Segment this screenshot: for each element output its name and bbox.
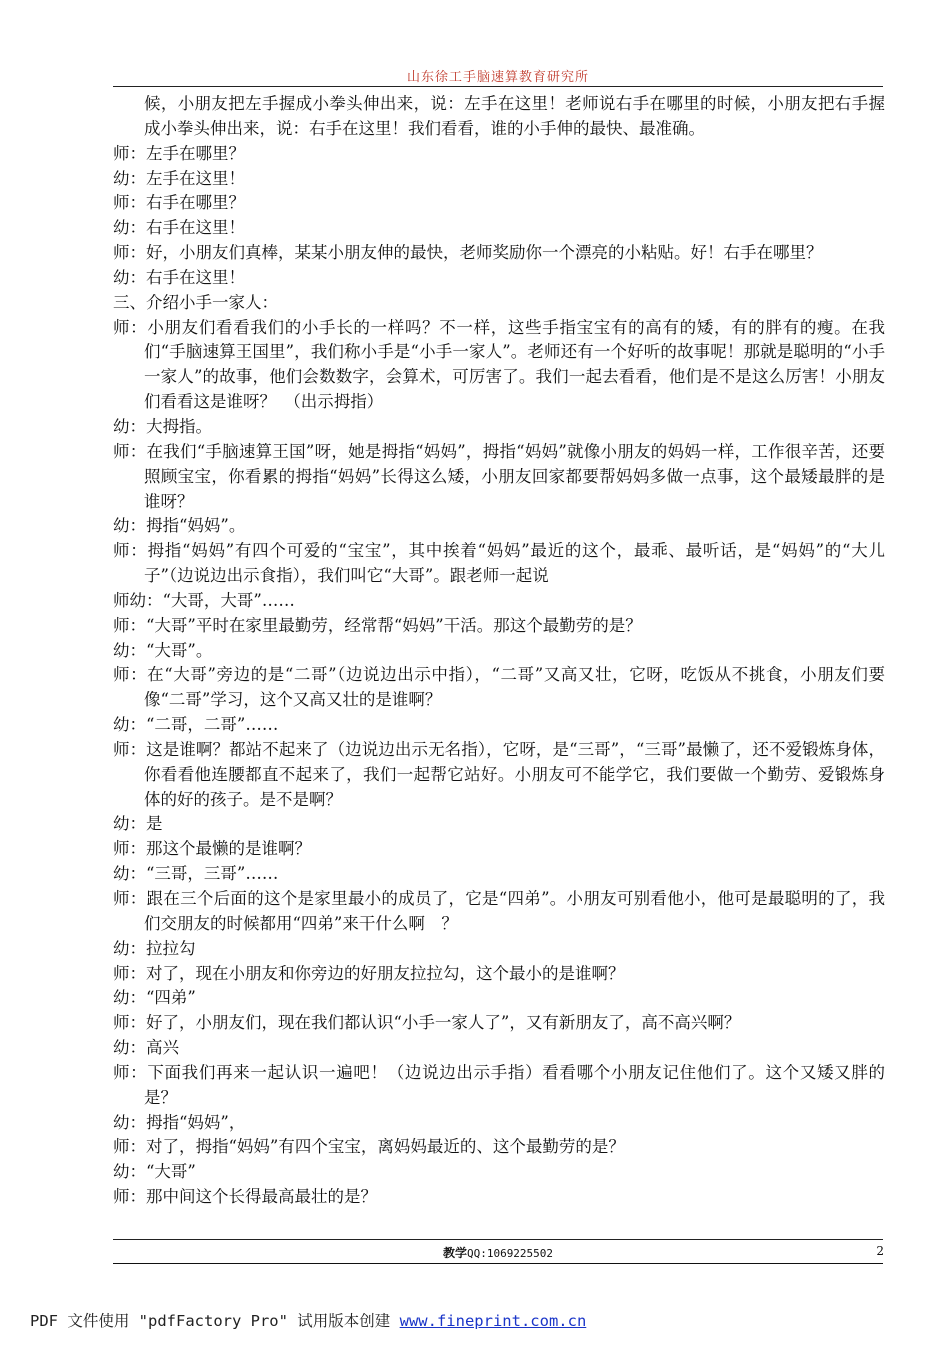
dialogue-line: 师幼：“大哥，大哥”…… (113, 590, 295, 610)
dialogue-line: 幼：右手在这里！ (113, 267, 245, 287)
dialogue-line: 幼：拇指“妈妈”。 (113, 516, 246, 536)
dialogue-line: 幼：“大哥” (113, 1162, 196, 1182)
dialogue-line: 师：那中间这个长得最高最壮的是？ (113, 1187, 377, 1207)
dialogue-line: 师：拇指“妈妈”有四个可爱的“宝宝”，其中挨着“妈妈”最近的这个，最乖、最听话，是“妈妈”的“大儿子”（边说边出示食指），我们叫它“大哥”。跟老师一起说 (113, 541, 885, 586)
dialogue-line: 幼：大拇指。 (113, 416, 212, 436)
dialogue-line: 师：这是谁啊？都站不起来了（边说边出示无名指），它呀，是“三哥”，“三哥”最懒了，还不爱锻炼身体，你看看他连腰都直不起来了，我们一起帮它站好。小朋友可不能学它，我们要做一个勤劳、爱锻炼身体的好的孩子。是不是啊？ (113, 739, 885, 809)
dialogue-line: 师：对了，拇指“妈妈”有四个宝宝，离妈妈最近的、这个最勤劳的是？ (113, 1137, 625, 1157)
dialogue-line: 幼：拉拉勾 (113, 938, 196, 958)
footer-qq-number: QQ:1069225502 (466, 1247, 554, 1260)
document-body (113, 92, 885, 1210)
dialogue-line: 幼：“三哥，三哥”…… (113, 864, 279, 884)
page-number: 2 (876, 1244, 884, 1258)
dialogue-line: 师：对了，现在小朋友和你旁边的好朋友拉拉勾，这个最小的是谁啊？ (113, 963, 625, 983)
dialogue-line: 幼：“四弟” (113, 988, 196, 1008)
footer-rule-bottom (113, 1263, 883, 1264)
dialogue-line: 师：下面我们再来一起认识一遍吧！（边说边出示手指）看看哪个小朋友记住他们了。这个又矮又胖的是？ (113, 1062, 885, 1107)
header-rule (113, 86, 883, 87)
pdf-note-text: PDF 文件使用 "pdfFactory Pro" 试用版本创建 (30, 1312, 400, 1330)
dialogue-line: 师：右手在哪里？ (113, 193, 245, 213)
continued-paragraph: 候，小朋友把左手握成小拳头伸出来，说：左手在这里！老师说右手在哪里的时候，小朋友把右手握成小拳头伸出来，说：右手在这里！我们看看，谁的小手伸的最快、最准确。 (144, 94, 885, 138)
header-title: 山东徐工手脑速算教育研究所 (406, 70, 589, 85)
dialogue-line: 师：在我们“手脑速算王国”呀，她是拇指“妈妈”，拇指“妈妈”就像小朋友的妈妈一样，工作很辛苦，还要照顾宝宝，你看累的拇指“妈妈”长得这么矮，小朋友回家都要帮妈妈多做一点事，这个最矮最胖的是谁呀？ (113, 441, 885, 511)
dialogue-line: 师：在“大哥”旁边的是“二哥”（边说边出示中指），“二哥”又高又壮，它呀，吃饭从不挑食，小朋友们要像“二哥”学习，这个又高又壮的是谁啊？ (113, 665, 885, 710)
fineprint-link[interactable]: www.fineprint.com.cn (399, 1312, 587, 1330)
footer-qq-label: 教学 (442, 1246, 467, 1260)
dialogue-line: 幼：左手在这里！ (113, 168, 245, 188)
dialogue-line: 师：那这个最懒的是谁啊？ (113, 839, 311, 859)
footer-rule (113, 1239, 883, 1240)
dialogue-line: 师：“大哥”平时在家里最勤劳，经常帮“妈妈”干活。那这个最勤劳的是？ (113, 615, 642, 635)
dialogue-line: 师：左手在哪里？ (113, 143, 245, 163)
footer-qq (113, 1244, 883, 1261)
dialogue-line: 师：好，小朋友们真棒，某某小朋友伸的最快，老师奖励你一个漂亮的小粘贴。好！右手在哪里？ (113, 243, 823, 263)
dialogue-line: 三、介绍小手一家人： (113, 292, 278, 312)
dialogue-line: 师：跟在三个后面的这个是家里最小的成员了，它是“四弟”。小朋友可别看他小，他可是最聪明的了，我们交朋友的时候都用“四弟”来干什么啊 ？ (113, 889, 885, 933)
dialogue-line: 幼：“大哥”。 (113, 640, 213, 660)
dialogue-line: 幼：拇指“妈妈”， (113, 1112, 246, 1132)
pdf-creator-note (30, 1309, 586, 1331)
dialogue-line: 幼：高兴 (113, 1038, 179, 1058)
dialogue-line: 师：小朋友们看看我们的小手长的一样吗？不一样，这些手指宝宝有的高有的矮，有的胖有的瘦。在我们“手脑速算王国里”，我们称小手是“小手一家人”。老师还有一个好听的故事呢！那就是聪明的“小手一家人”的故事，他们会数数字，会算术，可厉害了。我们一起去看看，他们是不是这么厉害！小朋友们看看这是谁呀？ （出示拇指） (113, 317, 885, 412)
dialogue-line: 幼：是 (113, 814, 163, 834)
dialogue-line: 幼：“二哥，二哥”…… (113, 715, 279, 735)
dialogue-line: 幼：右手在这里！ (113, 218, 245, 238)
dialogue-line: 师：好了，小朋友们，现在我们都认识“小手一家人了”，又有新朋友了，高不高兴啊？ (113, 1013, 741, 1033)
